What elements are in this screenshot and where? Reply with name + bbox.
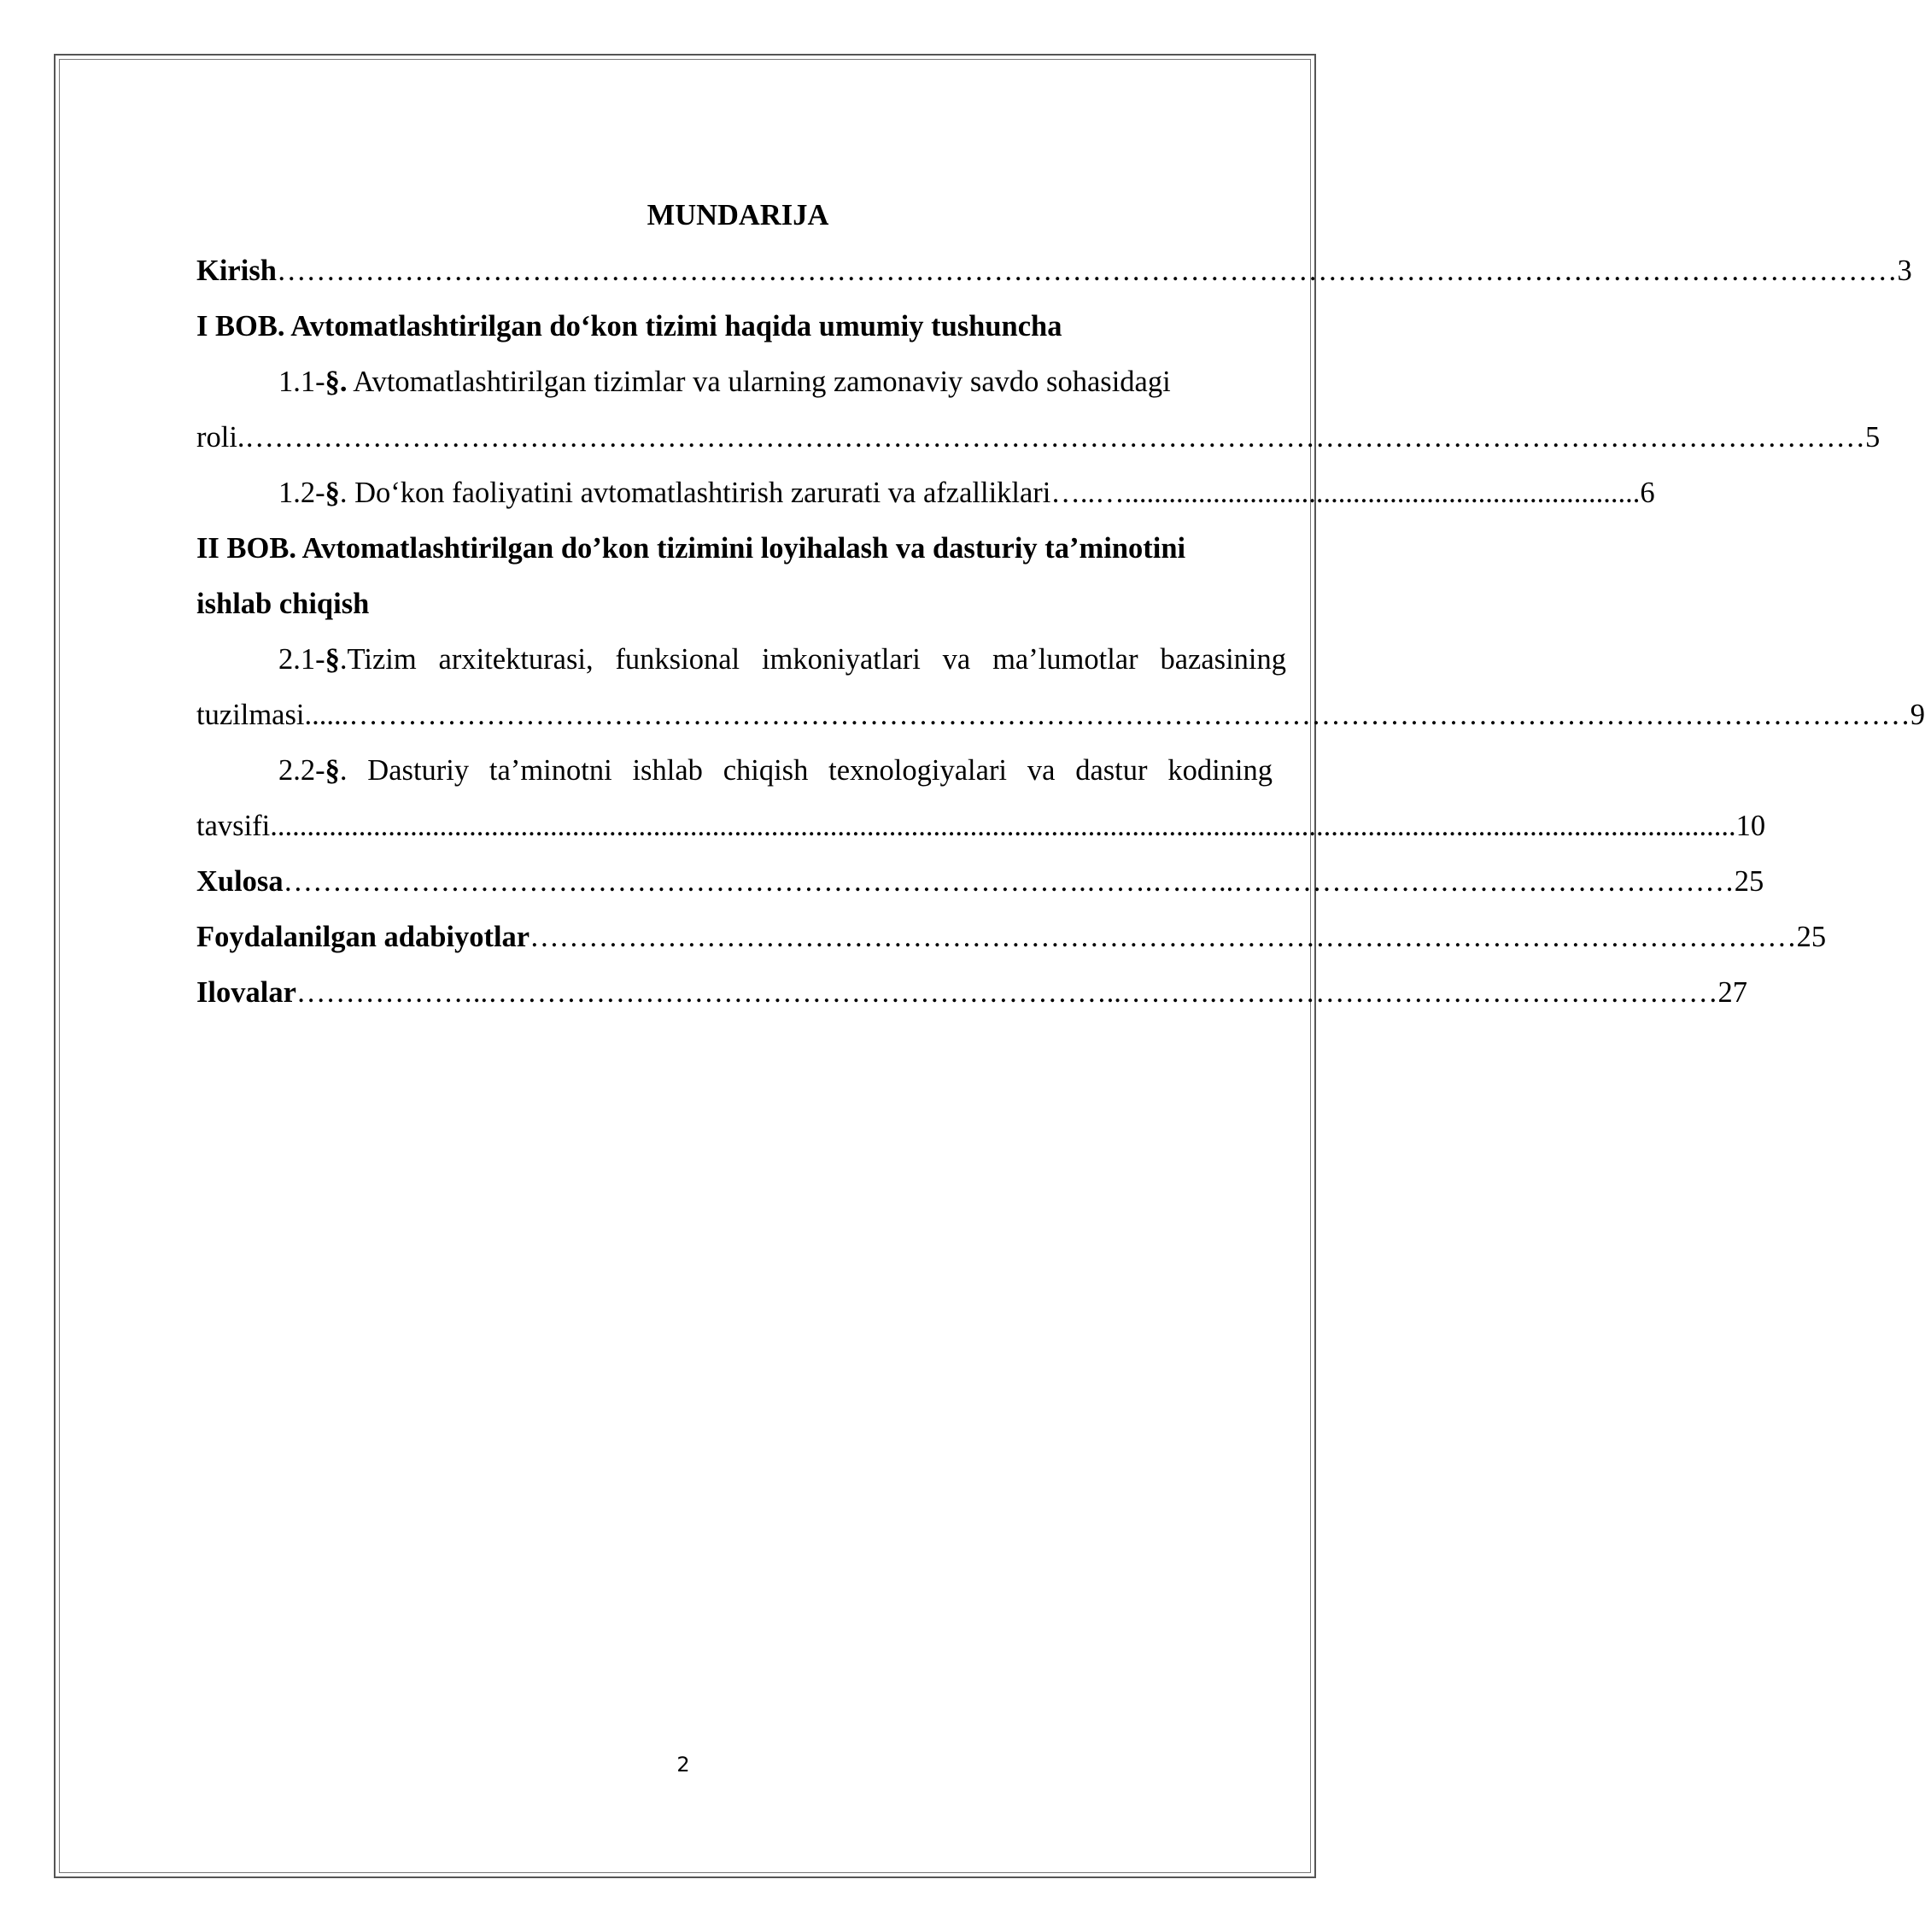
section-sign: § [325,643,340,676]
section-number: 1.2- [278,477,325,509]
section-sign: § [325,754,340,787]
section-title: Avtomatlashtirilgan tizimlar va ularning zamonaviy savdo sohasidagi [353,366,1171,398]
toc-page-number: 27 [1717,976,1748,1009]
toc-entry-adabiyotlar [196,910,1827,965]
page-title: MUNDARIJA [647,199,829,231]
dot-leader: ………………………………………………………………………………………………………………… [530,921,1797,953]
section-title-continued: tavsifi [196,810,271,842]
toc-entry-2-1 [196,632,1286,688]
toc-entry-label: Kirish [196,255,277,287]
toc-page-number: 9 [1910,699,1925,731]
chapter-heading-2: II BOB. Avtomatlashtirilgan do’kon tizimini loyihalash va dasturiy ta’minotini [196,532,1186,565]
section-title-continued: roli. [196,421,245,454]
toc-entry-xulosa [196,854,1764,910]
page-number: 2 [676,1753,690,1777]
toc-entry-label: Xulosa [196,865,284,898]
section-sign: §. [325,366,348,398]
dot-leader: ………………..………………………………………………………..……….…………………………………………… [295,976,1718,1009]
section-number: 1.1- [278,366,325,398]
toc-page-number: 10 [1735,810,1766,842]
section-sign: § [325,477,340,509]
toc-entry-1-2 [196,465,1655,521]
section-title: . Dasturiy ta’minotni ishlab chiqish texnologiyalari va dastur kodining [339,754,1273,787]
toc-entry-2-2 [196,743,1273,799]
section-number: 2.1- [278,643,325,676]
toc-page-number: 25 [1734,865,1764,898]
toc-entry-label: Foydalanilgan adabiyotlar [196,921,530,953]
toc-entry-2-2-continued [196,799,1766,854]
dot-leader: ………………………………………………………………………………………………………………………………………………… [244,421,1866,454]
chapter-heading-1: I BOB. Avtomatlashtirilgan do‘kon tizimi haqida umumiy tushuncha [196,310,1062,342]
toc-entry-kirish [196,243,1912,299]
chapter-heading-2-continued: ishlab chiqish [196,588,370,620]
toc-page-number: 25 [1796,921,1827,953]
section-title-continued: tuzilmasi [196,699,305,731]
table-of-contents [196,188,1925,1021]
section-number: 2.2- [278,754,325,787]
dot-leader: ……………………………………………………………………….…….….…..…………………………………………… [283,865,1735,898]
toc-entry-label: Ilovalar [196,976,296,1009]
dot-leader: ......…………………………………………………………………………………………………………………………………………… [304,699,1910,731]
toc-entry-1-1 [196,354,1291,410]
section-title: .Tizim arxitekturasi, funksional imkoniyatlari va ma’lumotlar bazasining [339,643,1286,676]
toc-entry-1-1-continued [196,410,1881,465]
toc-page-number: 5 [1865,421,1881,454]
toc-page-number: 3 [1897,255,1912,287]
dot-leader: ....................................................................................................................................................................................................... [270,810,1736,842]
toc-page-number: 6 [1640,477,1655,509]
toc-entry-ilovalar [196,965,1748,1021]
section-title: . Do‘kon faoliyatini avtomatlashtirish zarurati va afzalliklari [339,477,1051,509]
toc-entry-2-1-continued [196,688,1925,743]
dot-leader: …..…...................................................................... [1050,477,1641,509]
dot-leader: ………………………………………………………………………………………………………………………………………………… [276,255,1898,287]
